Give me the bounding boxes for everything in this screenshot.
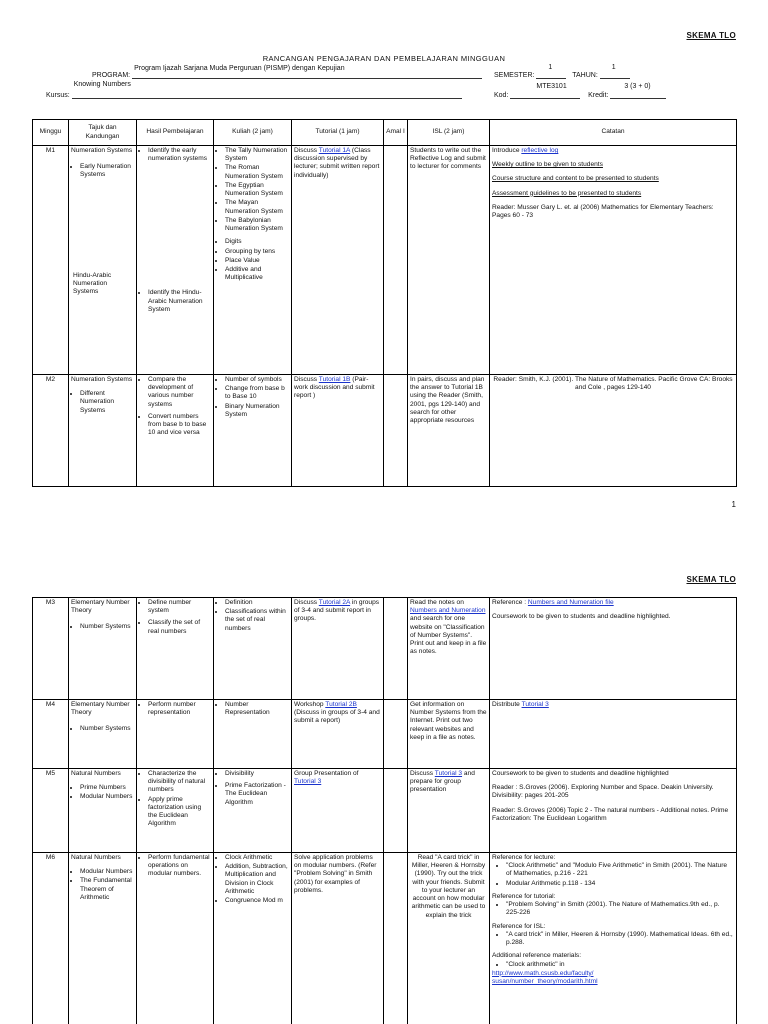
skema-label: SKEMA TLO: [686, 31, 736, 40]
catatan-item: • "A card trick" in Miller, Heeren & Hornsby (1990). Mathematical Ideas. 6th ed., p.288.: [506, 931, 734, 947]
program-row: [92, 65, 482, 79]
catatan-text: Distribute: [492, 701, 522, 708]
header-kuliah: Kuliah (2 jam): [214, 120, 292, 146]
table-row-m4: [33, 700, 737, 769]
catatan-cell: [490, 598, 737, 700]
isl-text: and search for one website on "Classification of Number Systems". Print out and keep in a file as notes.: [410, 615, 487, 656]
hasil-cell: [137, 375, 214, 487]
tajuk-item: • Different Numeration Systems: [80, 390, 134, 415]
kuliah-cell: [214, 853, 292, 1024]
kuliah-item: • Grouping by tens: [225, 248, 289, 256]
kuliah-item: • Binary Numeration System: [225, 403, 289, 419]
tajuk-title: Elementary Number Theory: [71, 701, 130, 717]
week-cell: M2: [33, 375, 69, 487]
amal-cell: [384, 146, 408, 375]
catatan-item: • Modular Arithmetic p.118 - 134: [506, 880, 734, 888]
tajuk-cell: [69, 700, 137, 769]
header-tutorial: Tutorial (1 jam): [292, 120, 384, 146]
catatan-cell: [490, 769, 737, 853]
kuliah-item: • Addition, Subtraction, Multiplication and Division in Clock Arithmetic: [225, 863, 289, 896]
kuliah-cell: [214, 700, 292, 769]
tutorial-text: (Pair-work discussion and submit report ): [294, 376, 375, 400]
semester-value: 1: [548, 64, 553, 71]
clock-arithmetic-link-cont[interactable]: susan/number_theory/modarith.html: [492, 978, 598, 986]
tajuk-item: • Modular Numbers: [80, 868, 134, 876]
kursus-label: Kursus:: [46, 92, 70, 99]
tutorial-link[interactable]: Tutorial 1B: [318, 376, 351, 383]
tajuk-item: Hindu-Arabic Numeration Systems: [73, 271, 112, 296]
clock-arithmetic-link[interactable]: http://www.math.csusb.edu/faculty/: [492, 969, 594, 977]
catatan-text: Course structure and content to be presented to students: [492, 175, 659, 183]
catatan-item: • "Clock arithmetic" in: [506, 961, 734, 969]
kod-row: [494, 83, 666, 99]
header-catatan: Catatan: [490, 120, 737, 146]
amal-cell: [384, 853, 408, 1024]
catatan-item: • "Problem Solving" in Smith (2001). The Nature of Mathematics.9th ed., p. 225-226: [506, 901, 734, 917]
hasil-item: • Convert numbers from base b to base 10 and vice versa: [148, 413, 211, 438]
week-cell: M5: [33, 769, 69, 853]
hasil-cell: [137, 853, 214, 1024]
tutorial-text: (Class discussion supervised by lecturer; submit written report individually): [294, 147, 380, 179]
tajuk-title: Elementary Number Theory: [71, 599, 130, 615]
tajuk-item: • Early Numeration Systems: [80, 163, 134, 179]
tutorial-cell: [292, 769, 384, 853]
hasil-item: • Characterize the divisibility of natural numbers: [148, 770, 211, 795]
kuliah-item: • Number of symbols: [225, 376, 289, 384]
schedule-table-page-2: [32, 597, 737, 1024]
hasil-cell: [137, 146, 214, 375]
tutorial-text: Discuss: [294, 376, 319, 383]
catatan-cell: [490, 700, 737, 769]
reflective-log-link[interactable]: reflective log: [521, 147, 559, 154]
tutorial-text: Discuss: [294, 147, 319, 154]
kuliah-item: • Clock Arithmetic: [225, 854, 289, 862]
isl-cell: In pairs, discuss and plan the answer to Tutorial 1B using the Reader (Smith, 2001, pgs 129-140) and search for other appropriate resources: [408, 375, 490, 487]
isl-text: and prepare for group presentation: [410, 770, 475, 794]
tutorial-text: Discuss: [294, 599, 319, 606]
tutorial-3-link[interactable]: Tutorial 3: [521, 701, 549, 708]
tutorial-cell: [292, 700, 384, 769]
program-line: [132, 65, 482, 79]
tajuk-title: Numeration Systems: [71, 147, 133, 154]
tutorial-link[interactable]: Tutorial 2A: [318, 599, 351, 606]
table-header-row: [33, 120, 737, 146]
isl-text: Discuss: [410, 770, 435, 777]
header-hasil: Hasil Pembelajaran: [137, 120, 214, 146]
catatan-text: Reader : S.Groves (2006). Exploring Number and Space. Deakin University. Divisibility: pages 201-205: [492, 784, 714, 800]
tajuk-title: Numeration Systems: [71, 376, 133, 383]
hasil-item: • Compare the development of various number systems: [148, 376, 211, 409]
tutorial-cell: Solve application problems on modular numbers. (Refer "Problem Solving" in Smith (2001) for examples of problems.: [292, 853, 384, 1024]
hasil-item: • Apply prime factorization using the Euclidean Algorithm: [148, 796, 211, 829]
kuliah-item: • Definition: [225, 599, 289, 607]
tajuk-item: • Modular Numbers: [80, 793, 134, 801]
week-cell: M6: [33, 853, 69, 1024]
kuliah-cell: [214, 769, 292, 853]
schedule-table-page-1: [32, 119, 737, 487]
tutorial-link[interactable]: Tutorial 3: [294, 778, 322, 786]
amal-cell: [384, 700, 408, 769]
kuliah-item: • Classifications within the set of real numbers: [225, 608, 289, 633]
tahun-value: 1: [611, 64, 616, 71]
table-row-m1: [33, 146, 737, 375]
amal-cell: [384, 598, 408, 700]
catatan-text: Coursework to be given to students and deadline highlighted.: [492, 613, 671, 621]
tajuk-item: • Number Systems: [80, 725, 134, 733]
kuliah-item: • The Mayan Numeration System: [225, 199, 289, 215]
kod-value: MTE3101: [536, 83, 567, 90]
tajuk-cell: [69, 598, 137, 700]
hasil-item: • Identify the early numeration systems: [148, 147, 211, 163]
tutorial-text: Workshop: [294, 701, 326, 708]
program-label: PROGRAM:: [92, 72, 131, 79]
kursus-row: [46, 81, 462, 99]
catatan-heading: Reference for lecture:: [492, 854, 556, 861]
table-row-m3: [33, 598, 737, 700]
tajuk-cell: [69, 853, 137, 1024]
header-amal: Amal I: [384, 120, 408, 146]
catatan-heading: Additional reference materials:: [492, 952, 582, 960]
skema-label: SKEMA TLO: [686, 575, 736, 584]
week-cell: M1: [33, 146, 69, 375]
kuliah-item: • Digits: [225, 238, 289, 246]
tajuk-title: Natural Numbers: [71, 770, 121, 777]
page-number: 1: [731, 500, 736, 509]
catatan-text: Reference :: [492, 599, 528, 606]
tahun-label: TAHUN:: [572, 72, 598, 79]
kuliah-item: • Additive and Multiplicative: [225, 266, 289, 282]
amal-cell: [384, 375, 408, 487]
table-row-m6: [33, 853, 737, 1024]
catatan-heading: Reference for tutorial:: [492, 892, 556, 900]
tajuk-item: • Number Systems: [80, 623, 134, 631]
table-row-m2: [33, 375, 737, 487]
kuliah-item: • Number Representation: [225, 701, 289, 717]
header-minggu: Minggu: [33, 120, 69, 146]
semester-row: [494, 64, 630, 79]
hasil-item: • Perform fundamental operations on modular numbers.: [148, 854, 211, 879]
isl-cell: [408, 598, 490, 700]
catatan-text: Reader: S.Groves (2006) Topic 2 - The natural numbers - Additional notes. Prime Factorization: The Euclidean Logarithm: [492, 806, 729, 822]
amal-cell: [384, 769, 408, 853]
header-tajuk: Tajuk dan Kandungan: [69, 120, 137, 146]
week-cell: M3: [33, 598, 69, 700]
kuliah-item: • Place Value: [225, 257, 289, 265]
tajuk-item: • Prime Numbers: [80, 784, 134, 792]
hasil-cell: [137, 598, 214, 700]
tutorial-cell: [292, 146, 384, 375]
catatan-text: Assessment guidelines to be presented to students: [492, 189, 642, 197]
table-row-m5: [33, 769, 737, 853]
catatan-cell: [490, 853, 737, 1024]
kod-label: Kod:: [494, 92, 509, 99]
kuliah-item: • The Tally Numeration System: [225, 147, 289, 163]
catatan-text: Introduce: [492, 147, 522, 154]
kuliah-cell: [214, 146, 292, 375]
tutorial-text: Group Presentation of: [294, 770, 359, 777]
page-2: [0, 560, 768, 1024]
kuliah-item: • Congruence Mod m: [225, 897, 289, 905]
kuliah-item: • Change from base b to Base 10: [225, 385, 289, 401]
kuliah-cell: [214, 375, 292, 487]
tajuk-cell: [69, 375, 137, 487]
kredit-value: 3 (3 + 0): [624, 83, 651, 90]
hasil-cell: [137, 769, 214, 853]
numbers-numeration-link[interactable]: Numbers and Numeration: [410, 607, 486, 615]
catatan-cell: [490, 146, 737, 375]
tutorial-link[interactable]: Tutorial 1A: [318, 147, 351, 154]
tutorial-link[interactable]: Tutorial 2B: [325, 701, 357, 708]
hasil-item: • Define number system: [148, 599, 211, 615]
tutorial-3-link[interactable]: Tutorial 3: [434, 770, 463, 777]
tutorial-cell: [292, 598, 384, 700]
catatan-text: Coursework to be given to students and deadline highlighted: [492, 770, 669, 777]
semester-label: SEMESTER:: [494, 72, 535, 79]
program-value: Program Ijazah Sarjana Muda Perguruan (PISMP) dengan Kepujian: [134, 65, 345, 72]
catatan-text: Weekly outline to be given to students: [492, 161, 603, 169]
kuliah-item: • The Egyptian Numeration System: [225, 182, 289, 198]
header-isl: ISL (2 jam): [408, 120, 490, 146]
catatan-text: Reader: Musser Gary L. et. al (2006) Mathematics for Elementary Teachers: Pages 60 - 73: [492, 203, 714, 220]
isl-cell: Get information on Number Systems from the Internet. Print out two relevant websites and keep in a file as notes.: [408, 700, 490, 769]
hasil-item: • Classify the set of real numbers: [148, 619, 211, 635]
tajuk-title: Natural Numbers: [71, 854, 121, 861]
hasil-cell: [137, 700, 214, 769]
kuliah-item: • The Babylonian Numeration System: [225, 217, 289, 233]
tutorial-text: (Discuss in groups of 3-4 and submit a report): [294, 709, 380, 725]
document-title: RANCANGAN PENGAJARAN DAN PEMBELAJARAN MINGGUAN: [262, 54, 506, 63]
catatan-heading: Reference for ISL:: [492, 922, 546, 930]
kuliah-item: • Prime Factorization - The Euclidean Algorithm: [225, 782, 289, 807]
catatan-item: • "Clock Arithmetic" and "Modulo Five Arithmetic" in Smith (2001). The Nature of Mathematics, p.216 - 221: [506, 862, 734, 878]
week-cell: M4: [33, 700, 69, 769]
isl-cell: Read "A card trick" in Miller, Heeren & Hornsby (1990). Try out the trick with your friends. Submit to your lecturer an account on how modular arithmetic can be used to explain the trick: [408, 853, 490, 1024]
isl-text: Read the notes on: [410, 599, 464, 606]
tajuk-cell: [69, 146, 137, 375]
tutorial-text: in groups of 3-4 and submit report in groups.: [294, 599, 380, 623]
tutorial-cell: [292, 375, 384, 487]
tajuk-cell: [69, 769, 137, 853]
hasil-item: • Identify the Hindu-Arabic Numeration System: [148, 289, 211, 314]
kuliah-cell: [214, 598, 292, 700]
kuliah-item: • Divisibility: [225, 770, 289, 778]
kredit-label: Kredit:: [588, 92, 609, 99]
kursus-value: Knowing Numbers: [73, 81, 131, 88]
numeration-file-link[interactable]: Numbers and Numeration file: [527, 599, 614, 606]
isl-cell: [408, 769, 490, 853]
kuliah-item: • The Roman Numeration System: [225, 164, 289, 180]
hasil-item: • Perform number representation: [148, 701, 211, 717]
isl-cell: Students to write out the Reflective Log and submit to lecturer for comments: [408, 146, 490, 375]
catatan-cell: Reader: Smith, K.J. (2001). The Nature of Mathematics. Pacific Grove CA: Brooks and Cole , pages 129-140: [490, 375, 737, 487]
tajuk-item: • The Fundamental Theorem of Arithmetic: [80, 877, 134, 902]
